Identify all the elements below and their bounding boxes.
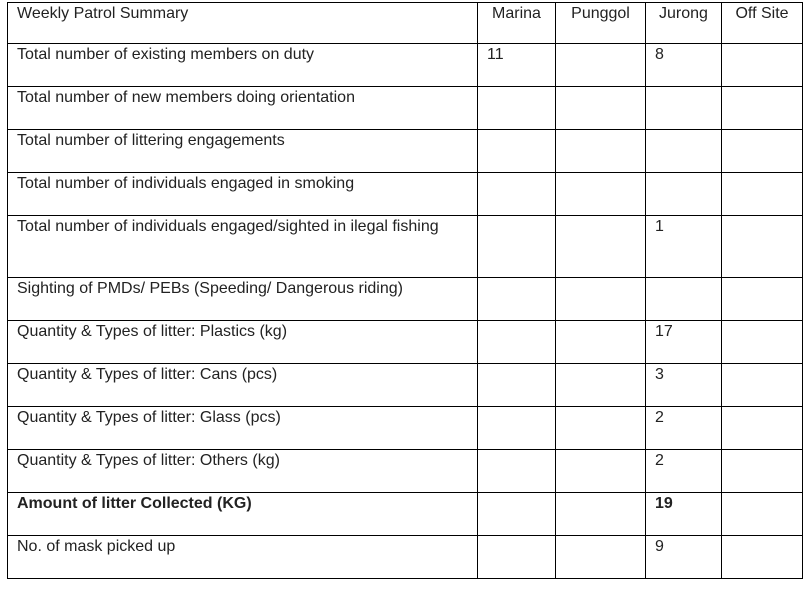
table-row — [8, 450, 803, 493]
cell-marina — [478, 130, 556, 173]
row-label: Quantity & Types of litter: Plastics (kg) — [8, 321, 478, 364]
table-row — [8, 87, 803, 130]
cell-punggol — [556, 87, 646, 130]
table-row-total — [8, 493, 803, 536]
row-label: Amount of litter Collected (KG) — [8, 493, 478, 536]
cell-punggol — [556, 278, 646, 321]
cell-punggol — [556, 321, 646, 364]
cell-jurong: 2 — [646, 450, 722, 493]
row-label: Total number of individuals engaged/sighted in ilegal fishing — [8, 216, 478, 278]
row-label: Total number of new members doing orientation — [8, 87, 478, 130]
row-label: Quantity & Types of litter: Cans (pcs) — [8, 364, 478, 407]
column-header-punggol: Punggol — [556, 3, 646, 44]
column-header-jurong: Jurong — [646, 3, 722, 44]
row-label: No. of mask picked up — [8, 536, 478, 579]
cell-punggol — [556, 364, 646, 407]
cell-off-site — [722, 130, 803, 173]
cell-off-site — [722, 44, 803, 87]
cell-off-site — [722, 450, 803, 493]
cell-marina — [478, 278, 556, 321]
row-label: Sighting of PMDs/ PEBs (Speeding/ Dangerous riding) — [8, 278, 478, 321]
cell-off-site — [722, 87, 803, 130]
cell-marina — [478, 216, 556, 278]
cell-jurong — [646, 278, 722, 321]
table-row — [8, 407, 803, 450]
cell-jurong: 2 — [646, 407, 722, 450]
cell-punggol — [556, 173, 646, 216]
table-row — [8, 364, 803, 407]
table-row — [8, 130, 803, 173]
cell-jurong: 1 — [646, 216, 722, 278]
row-label: Quantity & Types of litter: Others (kg) — [8, 450, 478, 493]
column-header-off-site: Off Site — [722, 3, 803, 44]
cell-off-site — [722, 536, 803, 579]
cell-jurong — [646, 173, 722, 216]
cell-marina — [478, 536, 556, 579]
table-row — [8, 216, 803, 278]
weekly-patrol-summary-table — [7, 2, 803, 579]
cell-jurong: 9 — [646, 536, 722, 579]
cell-off-site — [722, 216, 803, 278]
cell-punggol — [556, 216, 646, 278]
cell-jurong: 17 — [646, 321, 722, 364]
table-row — [8, 173, 803, 216]
cell-jurong — [646, 87, 722, 130]
cell-punggol — [556, 130, 646, 173]
cell-off-site — [722, 321, 803, 364]
column-header-marina: Marina — [478, 3, 556, 44]
cell-marina — [478, 173, 556, 216]
table-row — [8, 278, 803, 321]
cell-marina — [478, 321, 556, 364]
row-label: Total number of littering engagements — [8, 130, 478, 173]
row-label: Quantity & Types of litter: Glass (pcs) — [8, 407, 478, 450]
cell-jurong — [646, 130, 722, 173]
row-label: Total number of existing members on duty — [8, 44, 478, 87]
cell-off-site — [722, 278, 803, 321]
cell-jurong: 3 — [646, 364, 722, 407]
table-row — [8, 44, 803, 87]
table-row — [8, 321, 803, 364]
cell-marina — [478, 493, 556, 536]
cell-marina — [478, 450, 556, 493]
cell-off-site — [722, 493, 803, 536]
cell-punggol — [556, 536, 646, 579]
table-title: Weekly Patrol Summary — [8, 3, 478, 44]
cell-off-site — [722, 364, 803, 407]
cell-punggol — [556, 44, 646, 87]
cell-marina — [478, 87, 556, 130]
cell-jurong: 8 — [646, 44, 722, 87]
cell-punggol — [556, 450, 646, 493]
row-label: Total number of individuals engaged in smoking — [8, 173, 478, 216]
cell-punggol — [556, 407, 646, 450]
table-row — [8, 536, 803, 579]
cell-jurong: 19 — [646, 493, 722, 536]
cell-punggol — [556, 493, 646, 536]
cell-off-site — [722, 407, 803, 450]
table-header-row — [8, 3, 803, 44]
cell-marina — [478, 364, 556, 407]
cell-off-site — [722, 173, 803, 216]
cell-marina: 11 — [478, 44, 556, 87]
cell-marina — [478, 407, 556, 450]
